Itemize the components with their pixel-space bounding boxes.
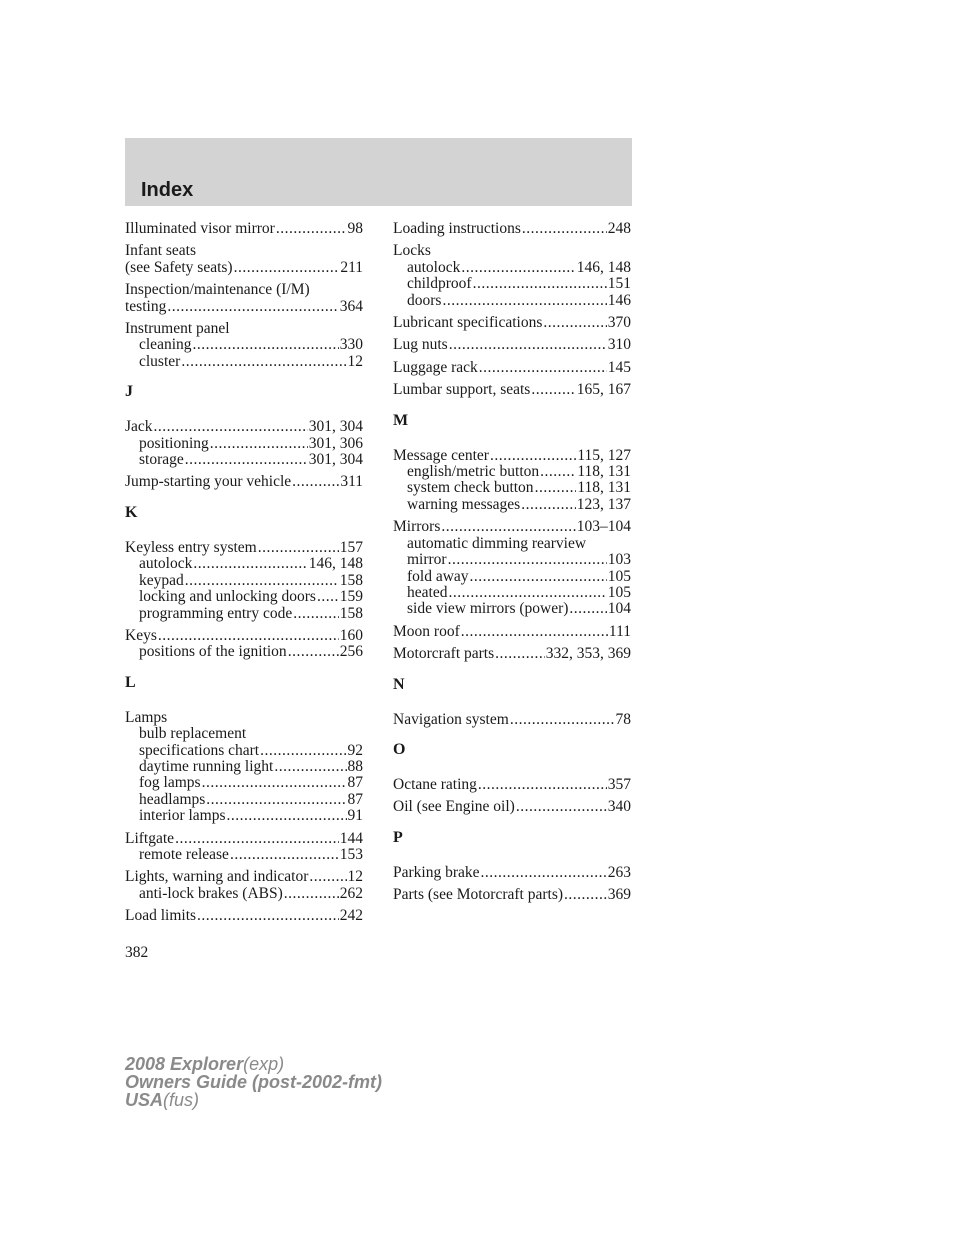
entry-text: Liftgate — [125, 829, 175, 847]
subentry-text: english/metric button — [407, 463, 540, 481]
entry-page: 248 — [607, 220, 631, 237]
index-entry — [125, 869, 363, 902]
section-letter: K — [125, 503, 138, 521]
subentry-text: positions of the ignition — [139, 643, 287, 661]
entry-page: 87 — [347, 790, 363, 808]
footer-market-code: (fus) — [163, 1090, 200, 1110]
subentry-text: interior lamps — [139, 807, 226, 825]
index-entry — [393, 360, 631, 376]
entry-text: Navigation system — [393, 710, 509, 728]
subentry-text: fog lamps — [139, 774, 201, 792]
subentry-text: locking and unlocking doors — [139, 588, 316, 606]
entry-text: Jack — [125, 418, 153, 436]
subentry-text: childproof — [407, 275, 472, 293]
subentry-text: cluster — [139, 352, 181, 370]
entry-page: 105 — [607, 583, 631, 601]
index-entry — [393, 712, 631, 728]
entry-text: Octane rating — [393, 775, 477, 793]
entry-text: Luggage rack — [393, 358, 478, 376]
subentry-text: specifications chart — [139, 741, 260, 759]
subentry-text: mirror — [407, 551, 447, 569]
index-entry — [125, 474, 363, 490]
index-entry — [393, 519, 631, 617]
index-entry — [125, 419, 363, 468]
index-entry — [393, 337, 631, 353]
page-number: 382 — [125, 944, 149, 961]
entry-page: 104 — [607, 600, 631, 618]
subentry-text: fold away — [407, 567, 469, 585]
entry-page: 332, 353, 369 — [545, 645, 631, 663]
entry-text: Parts (see Motorcraft parts) — [393, 886, 564, 904]
entry-page: 340 — [607, 798, 631, 816]
index-entry — [393, 887, 631, 903]
entry-page: 103 — [607, 551, 631, 569]
subentry-text: warning messages — [407, 495, 521, 513]
index-entry — [393, 865, 631, 881]
entry-text: Message center — [393, 446, 489, 464]
entry-page: 158 — [339, 604, 363, 622]
subentry-text: system check button — [407, 479, 534, 497]
section-letter: M — [393, 411, 409, 429]
entry-text: Lamps — [125, 708, 168, 726]
index-entry — [393, 315, 631, 331]
index-column-right — [393, 221, 631, 910]
subentry-text: keypad — [139, 571, 184, 589]
subentry-text: doors — [407, 291, 442, 309]
entry-text: Oil (see Engine oil) — [393, 798, 515, 816]
entry-page: 310 — [607, 336, 631, 354]
subentry-text: autolock — [407, 258, 461, 276]
footer-guide: Owners Guide (post-2002-fmt) — [125, 1072, 383, 1092]
entry-text: Locks — [393, 242, 431, 260]
entry-text: Jump-starting your vehicle — [125, 473, 292, 491]
footer-model-code: (exp) — [243, 1054, 285, 1074]
entry-text: (see Safety seats) — [125, 258, 233, 276]
header-band — [125, 138, 632, 206]
index-entry — [125, 710, 363, 825]
entry-page: 98 — [347, 220, 363, 237]
entry-page: 144 — [339, 829, 363, 847]
entry-page: 256 — [339, 643, 363, 661]
subentry-text: positioning — [139, 434, 209, 452]
subentry-text: heated — [407, 583, 448, 601]
subentry-text: anti-lock brakes (ABS) — [139, 884, 283, 902]
subentry-text: side view mirrors (power) — [407, 600, 569, 618]
subentry-text: remote release — [139, 845, 229, 863]
entry-page: 105 — [607, 567, 631, 585]
entry-page: 118, 131 — [577, 479, 631, 497]
section-letter: J — [125, 383, 133, 401]
section-letter: N — [393, 675, 405, 693]
entry-text: Keys — [125, 626, 157, 644]
section-letter: L — [125, 673, 136, 691]
entry-text: Illuminated visor mirror — [125, 220, 275, 237]
subentry-text: cleaning — [139, 336, 192, 354]
subentry-text: storage — [139, 451, 184, 469]
entry-page: 12 — [347, 868, 363, 886]
entry-page: 330 — [339, 336, 363, 354]
entry-text: Infant seats — [125, 242, 197, 260]
index-entry — [393, 777, 631, 793]
entry-page: 159 — [339, 588, 363, 606]
subentry-text: headlamps — [139, 790, 206, 808]
entry-page: 301, 304 — [308, 418, 363, 436]
entry-page: 160 — [339, 626, 363, 644]
entry-text: Mirrors — [393, 518, 441, 536]
entry-page: 111 — [608, 622, 631, 640]
entry-page: 165, 167 — [576, 381, 631, 399]
page-title: Index — [141, 179, 194, 201]
entry-page: 103–104 — [576, 518, 631, 536]
index-entry — [125, 908, 363, 924]
entry-text: Instrument panel — [125, 320, 230, 338]
entry-text: Lights, warning and indicator — [125, 868, 309, 886]
entry-page: 145 — [607, 358, 631, 376]
entry-page: 146, 148 — [576, 258, 631, 276]
entry-page: 157 — [339, 538, 363, 556]
entry-text: Loading instructions — [393, 220, 521, 237]
index-entry — [125, 243, 363, 276]
index-entry — [125, 321, 363, 370]
entry-page: 87 — [347, 774, 363, 792]
entry-text: Parking brake — [393, 863, 480, 881]
entry-page: 301, 306 — [308, 434, 363, 452]
index-column-left — [125, 221, 363, 931]
entry-page: 115, 127 — [577, 446, 631, 464]
entry-text: testing — [125, 297, 167, 315]
section-letter: O — [393, 740, 406, 758]
entry-text: Lumbar support, seats — [393, 381, 531, 399]
entry-text: Load limits — [125, 907, 197, 925]
entry-text: Inspection/maintenance (I/M) — [125, 281, 310, 299]
entry-page: 146, 148 — [308, 555, 363, 573]
entry-page: 151 — [607, 275, 631, 293]
entry-page: 153 — [339, 845, 363, 863]
index-entry — [393, 243, 631, 309]
entry-page: 146 — [607, 291, 631, 309]
entry-page: 311 — [340, 473, 363, 491]
entry-page: 123, 137 — [576, 495, 631, 513]
entry-page: 370 — [607, 314, 631, 332]
entry-page: 301, 304 — [308, 451, 363, 469]
entry-page: 263 — [607, 863, 631, 881]
entry-text: Moon roof — [393, 622, 460, 640]
index-entry — [393, 646, 631, 662]
entry-page: 118, 131 — [577, 463, 631, 481]
index-entry — [393, 448, 631, 514]
index-entry — [125, 540, 363, 622]
entry-page: 364 — [339, 297, 363, 315]
entry-page: 91 — [347, 807, 363, 825]
entry-text: Keyless entry system — [125, 538, 257, 556]
subentry-text: bulb replacement — [139, 725, 247, 743]
footer-market: USA — [125, 1090, 164, 1110]
entry-page: 211 — [340, 258, 363, 276]
subentry-text: daytime running light — [139, 757, 274, 775]
subentry-text: automatic dimming rearview — [407, 534, 587, 552]
entry-text: Lug nuts — [393, 336, 448, 354]
index-entry — [125, 282, 363, 315]
entry-page: 242 — [339, 907, 363, 925]
index-entry — [393, 624, 631, 640]
entry-page: 88 — [347, 757, 363, 775]
index-entry — [125, 628, 363, 661]
entry-page: 369 — [607, 886, 631, 904]
section-letter: P — [393, 828, 403, 846]
document-footer — [125, 1055, 382, 1109]
entry-page: 158 — [339, 571, 363, 589]
subentry-text: programming entry code — [139, 604, 293, 622]
entry-page: 92 — [347, 741, 363, 759]
index-entry — [393, 799, 631, 815]
entry-page: 262 — [339, 884, 363, 902]
index-entry — [393, 221, 631, 237]
entry-page: 78 — [615, 710, 631, 728]
entry-page: 357 — [607, 775, 631, 793]
entry-text: Motorcraft parts — [393, 645, 495, 663]
entry-page: 12 — [347, 352, 363, 370]
index-entry — [125, 221, 363, 237]
entry-text: Lubricant specifications — [393, 314, 543, 332]
subentry-text: autolock — [139, 555, 193, 573]
index-entry — [125, 831, 363, 864]
index-entry — [393, 382, 631, 398]
footer-model: 2008 Explorer — [125, 1054, 244, 1074]
